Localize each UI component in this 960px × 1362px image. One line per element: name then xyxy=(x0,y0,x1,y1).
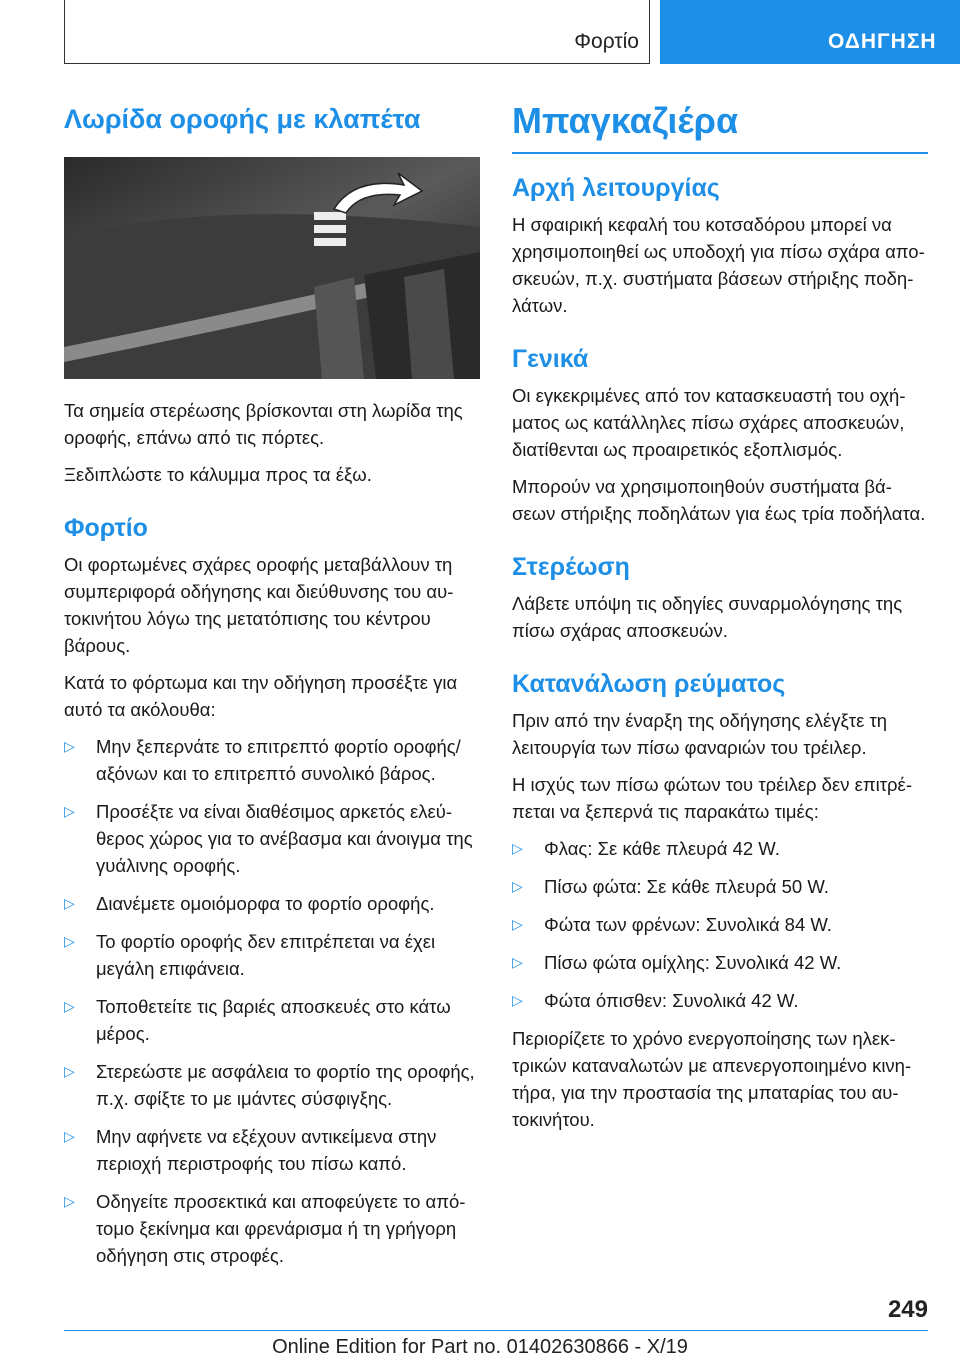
roof-rail-paragraph-1: Τα σημεία στερέωσης βρίσκονται στη λωρίδα της οροφής, επάνω από τις πόρτες. xyxy=(64,400,463,448)
header-chapter: Φορτίο xyxy=(574,30,639,53)
list-item: ▷ Το φορτίο οροφής δεν επιτρέπεται να έχει μεγάλη επιφάνεια. xyxy=(64,928,480,982)
list-item: ▷ Διανέμετε ομοιόμορφα το φορτίο οροφής. xyxy=(64,890,480,917)
triangle-bullet-icon: ▷ xyxy=(512,840,523,856)
cargo-heading: Φορτίο xyxy=(64,514,148,542)
power-paragraph-3: Περιορίζετε το χρόνο ενεργοποίησης των ηλεκτρικών καταναλωτών με απενεργοποιημένο κινητήρα, για την προστασία της μπαταρίας του αυτοκινήτου. xyxy=(512,1028,912,1130)
header-frame xyxy=(64,0,650,64)
footer-divider xyxy=(64,1330,928,1331)
cargo-paragraph-2: Κατά το φόρτωμα και την οδήγηση προσέξτε για αυτό τα ακόλουθα: xyxy=(64,672,458,720)
triangle-bullet-icon: ▷ xyxy=(64,1128,75,1144)
cargo-list xyxy=(64,733,480,1269)
list-item: ▷ Τοποθετείτε τις βαριές αποσκευές στο κάτω μέρος. xyxy=(64,993,480,1047)
header-section-tab xyxy=(660,0,960,64)
footer-edition: Online Edition for Part no. 01402630866 - X/19 xyxy=(272,1336,688,1358)
cargo-paragraph-1: Οι φορτωμένες σχάρες οροφής μεταβάλλουν τη συμπεριφορά οδήγησης και διεύθυνσης του αυτοκινήτου λόγω της μετατόπισης του κέντρου βάρους. xyxy=(64,554,454,656)
triangle-bullet-icon: ▷ xyxy=(64,1063,75,1079)
list-item: ▷ Μην ξεπερνάτε το επιτρεπτό φορτίο οροφής/αξόνων και το επιτρεπτό συνολικό βάρος. xyxy=(64,733,480,787)
right-column xyxy=(512,100,928,1143)
fastening-heading: Στερέωση xyxy=(512,553,630,581)
list-item: ▷ Προσέξτε να είναι διαθέσιμος αρκετός ελεύθερος χώρος για το ανέβασμα και άνοιγμα της γυάλινης οροφής. xyxy=(64,798,480,879)
principle-paragraph: Η σφαιρική κεφαλή του κοτσαδόρου μπορεί να χρησιμοποιηθεί ως υποδοχή για πίσω σχάρα αποσκευών, π.χ. συστήματα βάσεων στήριξης ποδηλάτων. xyxy=(512,214,925,316)
header-section-label: ΟΔΗΓΗΣΗ xyxy=(828,30,937,53)
list-item: ▷ Φώτα όπισθεν: Συνολικά 42 W. xyxy=(512,987,928,1014)
list-item: ▷ Φώτα των φρένων: Συνολικά 84 W. xyxy=(512,911,928,938)
triangle-bullet-icon: ▷ xyxy=(512,916,523,932)
general-paragraph-2: Μπορούν να χρησιμοποιηθούν συστήματα βάσεων στήριξης ποδηλάτων για έως τρία ποδήλατα. xyxy=(512,476,926,524)
roof-rail-illustration xyxy=(64,157,480,379)
power-consumption-heading: Κατανάλωση ρεύματος xyxy=(512,670,786,698)
list-item: ▷ Φλας: Σε κάθε πλευρά 42 W. xyxy=(512,835,928,862)
general-paragraph-1: Οι εγκεκριμένες από τον κατασκευαστή του οχήματος ως κατάλληλες πίσω σχάρες αποσκευών, διατίθενται ως προαιρετικός εξοπλισμός. xyxy=(512,385,906,460)
triangle-bullet-icon: ▷ xyxy=(64,1193,75,1209)
triangle-bullet-icon: ▷ xyxy=(512,878,523,894)
list-item: ▷ Μην αφήνετε να εξέχουν αντικείμενα στην περιοχή περιστροφής του πίσω καπό. xyxy=(64,1123,480,1177)
list-item: ▷ Πίσω φώτα ομίχλης: Συνολικά 42 W. xyxy=(512,949,928,976)
general-heading: Γενικά xyxy=(512,345,589,373)
roof-rail-title: Λωρίδα οροφής με κλαπέτα xyxy=(64,104,421,134)
power-paragraph-2: Η ισχύς των πίσω φώτων του τρέιλερ δεν επιτρέπεται να ξεπερνά τις παρακάτω τιμές: xyxy=(512,774,912,822)
triangle-bullet-icon: ▷ xyxy=(64,895,75,911)
page-number: 249 xyxy=(887,1296,928,1323)
list-item: ▷ Στερεώστε με ασφάλεια το φορτίο της οροφής, π.χ. σφίξτε το με ιμάντες σύσφιγξης. xyxy=(64,1058,480,1112)
triangle-bullet-icon: ▷ xyxy=(64,998,75,1014)
power-paragraph-1: Πριν από την έναρξη της οδήγησης ελέγξτε τη λειτουργία των πίσω φαναριών του τρέιλερ. xyxy=(512,710,888,758)
luggage-carrier-title: Μπαγκαζιέρα xyxy=(512,100,928,154)
power-limits-list xyxy=(512,835,928,1014)
fastening-paragraph: Λάβετε υπόψη τις οδηγίες συναρμολόγησης της πίσω σχάρας αποσκευών. xyxy=(512,593,903,641)
triangle-bullet-icon: ▷ xyxy=(64,933,75,949)
triangle-bullet-icon: ▷ xyxy=(512,954,523,970)
list-item: ▷ Οδηγείτε προσεκτικά και αποφεύγετε το απότομο ξεκίνημα και φρενάρισμα ή τη γρήγορη οδήγηση στις στροφές. xyxy=(64,1188,480,1269)
triangle-bullet-icon: ▷ xyxy=(64,803,75,819)
principle-heading: Αρχή λειτουργίας xyxy=(512,174,720,202)
list-item: ▷ Πίσω φώτα: Σε κάθε πλευρά 50 W. xyxy=(512,873,928,900)
left-column xyxy=(64,100,480,1280)
roof-rail-paragraph-2: Ξεδιπλώστε το κάλυμμα προς τα έξω. xyxy=(64,464,372,485)
triangle-bullet-icon: ▷ xyxy=(512,992,523,1008)
triangle-bullet-icon: ▷ xyxy=(64,738,75,754)
